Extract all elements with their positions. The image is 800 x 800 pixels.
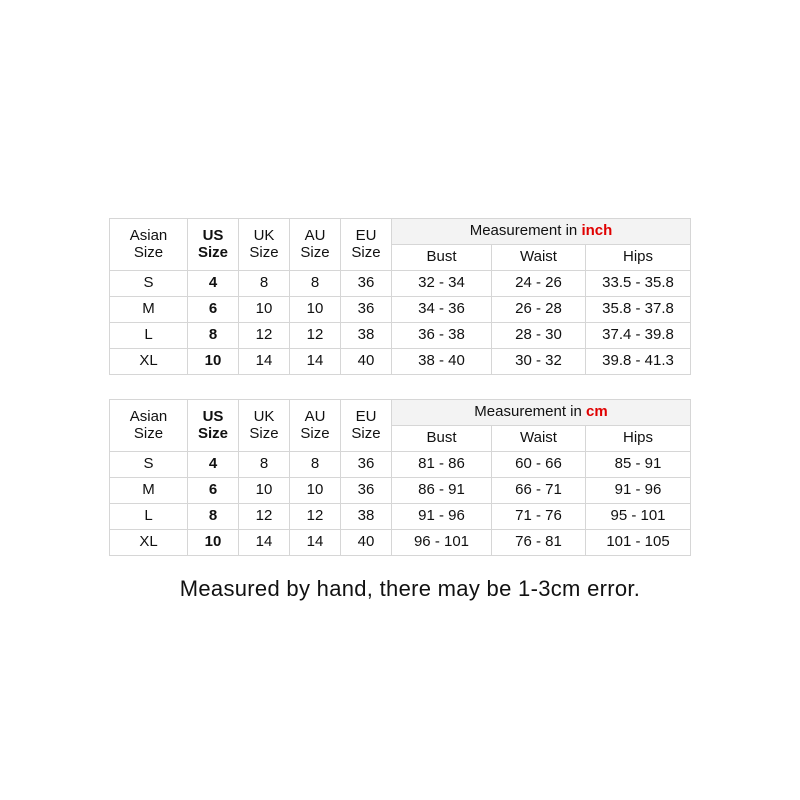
table-row bbox=[110, 349, 691, 375]
cell-us: 8 bbox=[188, 504, 239, 530]
header-measurement-inch: Measurement in inch bbox=[392, 219, 691, 245]
cell-bust: 34 - 36 bbox=[392, 297, 492, 323]
cell-us: 10 bbox=[188, 349, 239, 375]
cell-eu: 36 bbox=[341, 478, 392, 504]
cell-hips: 101 - 105 bbox=[586, 530, 691, 556]
header-eu-size: EU Size bbox=[341, 400, 392, 452]
cell-asian: M bbox=[110, 297, 188, 323]
cell-bust: 81 - 86 bbox=[392, 452, 492, 478]
cell-uk: 14 bbox=[239, 349, 290, 375]
cell-bust: 32 - 34 bbox=[392, 271, 492, 297]
table-row bbox=[110, 530, 691, 556]
cell-asian: XL bbox=[110, 349, 188, 375]
cell-au: 14 bbox=[290, 530, 341, 556]
cell-us: 4 bbox=[188, 271, 239, 297]
cell-uk: 12 bbox=[239, 504, 290, 530]
cell-waist: 60 - 66 bbox=[492, 452, 586, 478]
table-row bbox=[110, 323, 691, 349]
cell-au: 14 bbox=[290, 349, 341, 375]
cell-us: 6 bbox=[188, 478, 239, 504]
cell-asian: XL bbox=[110, 530, 188, 556]
unit-label: inch bbox=[581, 222, 613, 240]
header-hips: Hips bbox=[586, 426, 691, 452]
cell-us: 4 bbox=[188, 452, 239, 478]
header-eu-size: EU Size bbox=[341, 219, 392, 271]
cell-eu: 36 bbox=[341, 452, 392, 478]
cell-waist: 66 - 71 bbox=[492, 478, 586, 504]
cell-au: 8 bbox=[290, 452, 341, 478]
cell-bust: 38 - 40 bbox=[392, 349, 492, 375]
cell-eu: 38 bbox=[341, 323, 392, 349]
cell-au: 10 bbox=[290, 478, 341, 504]
cell-hips: 39.8 - 41.3 bbox=[586, 349, 691, 375]
cell-uk: 10 bbox=[239, 297, 290, 323]
cell-bust: 36 - 38 bbox=[392, 323, 492, 349]
cell-asian: L bbox=[110, 323, 188, 349]
size-table-cm bbox=[109, 399, 691, 556]
cell-us: 8 bbox=[188, 323, 239, 349]
cell-waist: 71 - 76 bbox=[492, 504, 586, 530]
cell-bust: 86 - 91 bbox=[392, 478, 492, 504]
cell-hips: 37.4 - 39.8 bbox=[586, 323, 691, 349]
unit-label: cm bbox=[586, 403, 608, 421]
table-row bbox=[110, 297, 691, 323]
table-row bbox=[110, 478, 691, 504]
header-us-size: US Size bbox=[188, 400, 239, 452]
header-us-size: US Size bbox=[188, 219, 239, 271]
cell-eu: 38 bbox=[341, 504, 392, 530]
header-bust: Bust bbox=[392, 245, 492, 271]
header-uk-size: UK Size bbox=[239, 219, 290, 271]
cell-asian: S bbox=[110, 452, 188, 478]
cell-waist: 76 - 81 bbox=[492, 530, 586, 556]
cell-waist: 30 - 32 bbox=[492, 349, 586, 375]
header-asian-size: Asian Size bbox=[110, 400, 188, 452]
cell-uk: 12 bbox=[239, 323, 290, 349]
header-au-size: AU Size bbox=[290, 219, 341, 271]
cell-hips: 95 - 101 bbox=[586, 504, 691, 530]
cell-bust: 96 - 101 bbox=[392, 530, 492, 556]
cell-uk: 10 bbox=[239, 478, 290, 504]
cell-hips: 35.8 - 37.8 bbox=[586, 297, 691, 323]
cell-hips: 91 - 96 bbox=[586, 478, 691, 504]
cell-hips: 85 - 91 bbox=[586, 452, 691, 478]
table-row bbox=[110, 452, 691, 478]
header-waist: Waist bbox=[492, 426, 586, 452]
cell-waist: 28 - 30 bbox=[492, 323, 586, 349]
cell-asian: S bbox=[110, 271, 188, 297]
cell-asian: L bbox=[110, 504, 188, 530]
cell-us: 10 bbox=[188, 530, 239, 556]
header-bust: Bust bbox=[392, 426, 492, 452]
size-table-inch bbox=[109, 218, 691, 375]
cell-waist: 24 - 26 bbox=[492, 271, 586, 297]
cell-uk: 8 bbox=[239, 452, 290, 478]
header-waist: Waist bbox=[492, 245, 586, 271]
table-row bbox=[110, 504, 691, 530]
header-hips: Hips bbox=[586, 245, 691, 271]
cell-bust: 91 - 96 bbox=[392, 504, 492, 530]
cell-asian: M bbox=[110, 478, 188, 504]
measurement-note: Measured by hand, there may be 1-3cm error. bbox=[179, 576, 641, 601]
cell-eu: 36 bbox=[341, 297, 392, 323]
cell-au: 8 bbox=[290, 271, 341, 297]
cell-us: 6 bbox=[188, 297, 239, 323]
table-row bbox=[110, 271, 691, 297]
cell-eu: 36 bbox=[341, 271, 392, 297]
cell-eu: 40 bbox=[341, 349, 392, 375]
cell-eu: 40 bbox=[341, 530, 392, 556]
header-au-size: AU Size bbox=[290, 400, 341, 452]
cell-au: 12 bbox=[290, 323, 341, 349]
header-asian-size: Asian Size bbox=[110, 219, 188, 271]
cell-waist: 26 - 28 bbox=[492, 297, 586, 323]
cell-au: 12 bbox=[290, 504, 341, 530]
header-uk-size: UK Size bbox=[239, 400, 290, 452]
cell-au: 10 bbox=[290, 297, 341, 323]
header-measurement-cm: Measurement in cm bbox=[392, 400, 691, 426]
cell-uk: 14 bbox=[239, 530, 290, 556]
cell-hips: 33.5 - 35.8 bbox=[586, 271, 691, 297]
cell-uk: 8 bbox=[239, 271, 290, 297]
